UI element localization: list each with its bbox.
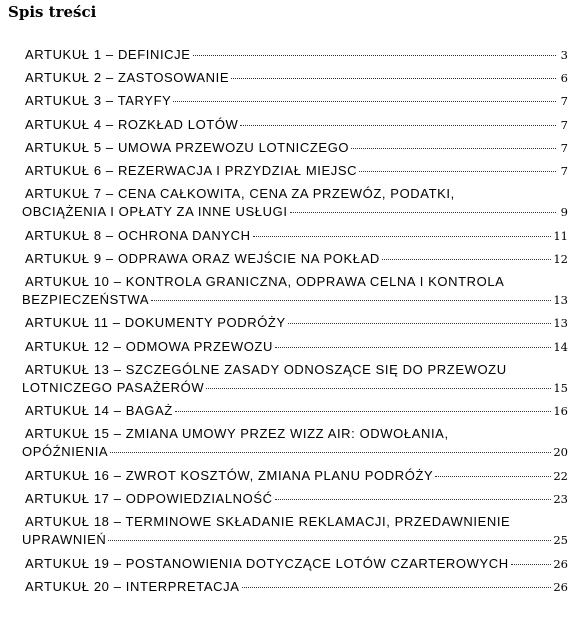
dot-leader (173, 101, 556, 102)
toc-page-number: 12 (553, 251, 568, 266)
toc-entry-text: ARTUKUŁ 4 – ROZKŁAD LOTÓW (25, 116, 239, 132)
toc-page-number: 3 (560, 48, 568, 62)
toc-page-number: 11 (553, 228, 568, 243)
dot-leader (290, 212, 556, 213)
toc-page-number: 7 (560, 94, 568, 109)
toc-page-number: 7 (560, 117, 568, 132)
toc-entry[interactable] (22, 185, 568, 221)
toc-entry[interactable] (22, 227, 568, 245)
dot-leader (240, 125, 556, 126)
toc-page-number: 7 (560, 164, 568, 178)
toc-entry[interactable] (22, 578, 568, 596)
toc-entry-text: ARTUKUŁ 11 – DOKUMENTY PODRÓŻY (25, 315, 286, 331)
dot-leader (175, 411, 552, 412)
toc-entry[interactable] (22, 46, 568, 64)
toc-entry[interactable] (22, 490, 568, 508)
toc-page-number: 23 (553, 492, 568, 506)
dot-leader (231, 78, 556, 79)
toc-page-number: 14 (553, 339, 568, 354)
toc-entry-text: ARTUKUŁ 5 – UMOWA PRZEWOZU LOTNICZEGO (25, 139, 350, 155)
toc-entry-text: ARTUKUŁ 12 – ODMOWA PRZEWOZU (25, 338, 273, 354)
dot-leader (382, 259, 552, 260)
toc-page-number: 13 (553, 316, 568, 331)
toc-entry-text: OBCIĄŻENIA I OPŁATY ZA INNE USŁUGI (22, 204, 288, 220)
toc-page-number: 26 (553, 556, 568, 571)
toc-entry-text: ARTUKUŁ 16 – ZWROT KOSZTÓW, ZMIANA PLANU PODRÓŻY (25, 467, 434, 483)
toc-page-number: 22 (553, 468, 568, 483)
toc-page-number: 6 (560, 71, 568, 86)
dot-leader (275, 499, 552, 500)
toc-entry-text: ARTUKUŁ 20 – INTERPRETACJA (25, 578, 240, 594)
toc-entry-text: OPÓŹNIENIA (22, 444, 109, 460)
toc-entry-text: UPRAWNIEŃ (22, 532, 107, 548)
toc-entry-text: BEZPIECZEŃSTWA (22, 292, 150, 307)
toc-entry[interactable] (22, 425, 568, 461)
toc-entry-text: ARTUKUŁ 7 – CENA CAŁKOWITA, CENA ZA PRZEWÓZ, PODATKI, (25, 186, 455, 202)
toc-page-number: 25 (553, 533, 568, 548)
toc-entry[interactable] (22, 139, 568, 157)
toc-entry[interactable] (22, 69, 568, 87)
toc-entry[interactable] (22, 116, 568, 134)
dot-leader (359, 171, 556, 172)
toc-entry[interactable] (22, 338, 568, 356)
toc-entry[interactable] (22, 162, 568, 180)
toc-entry-text: ARTUKUŁ 9 – ODPRAWA ORAZ WEJŚCIE NA POKŁAD (25, 250, 380, 266)
dot-leader (435, 476, 551, 477)
toc-entry-text: ARTUKUŁ 19 – POSTANOWIENIA DOTYCZĄCE LOTÓW CZARTEROWYCH (25, 555, 509, 571)
dot-leader (151, 300, 551, 301)
toc-entry-text: ARTUKUŁ 15 – ZMIANA UMOWY PRZEZ WIZZ AIR: ODWOŁANIA, (25, 426, 449, 442)
toc-entry-text: ARTUKUŁ 10 – KONTROLA GRANICZNA, ODPRAWA CELNA I KONTROLA (25, 274, 505, 289)
toc-entry-text: ARTUKUŁ 6 – REZERWACJA I PRZYDZIAŁ MIEJSC (25, 163, 358, 178)
dot-leader (351, 148, 556, 149)
toc-entry[interactable] (22, 402, 568, 420)
toc-entry[interactable] (22, 361, 568, 397)
toc-entry-text: ARTUKUŁ 8 – OCHRONA DANYCH (25, 227, 251, 243)
dot-leader (242, 587, 552, 588)
toc-entry-text: ARTUKUŁ 17 – ODPOWIEDZIALNOŚĆ (25, 491, 273, 506)
dot-leader (253, 236, 552, 237)
toc-entry[interactable] (22, 250, 568, 268)
toc-page-number: 20 (553, 445, 568, 460)
toc-entry[interactable] (22, 314, 568, 332)
toc-entry[interactable] (22, 467, 568, 485)
toc-entry[interactable] (22, 555, 568, 573)
dot-leader (288, 323, 552, 324)
toc-page-number: 7 (560, 140, 568, 155)
toc-page-number: 9 (560, 205, 568, 220)
toc-entry-text: ARTUKUŁ 18 – TERMINOWE SKŁADANIE REKLAMACJI, PRZEDAWNIENIE (25, 514, 511, 530)
toc-entry[interactable] (22, 92, 568, 110)
dot-leader (206, 388, 551, 389)
toc-page-number: 16 (553, 404, 568, 419)
dot-leader (511, 564, 552, 565)
toc-entry-text: ARTUKUŁ 1 – DEFINICJE (25, 47, 191, 62)
toc-entry-text: ARTUKUŁ 2 – ZASTOSOWANIE (25, 70, 230, 86)
toc-page-number: 26 (553, 579, 568, 594)
toc-entry-text: ARTUKUŁ 3 – TARYFY (25, 93, 172, 109)
toc-page-number: 15 (553, 380, 568, 395)
toc-title: Spis treści (8, 3, 97, 21)
toc-page-number: 13 (553, 293, 568, 307)
dot-leader (108, 540, 551, 541)
dot-leader (193, 55, 556, 56)
toc-entry-text: ARTUKUŁ 14 – BAGAŻ (25, 403, 173, 419)
toc-entry-text: LOTNICZEGO PASAŻERÓW (22, 379, 205, 395)
toc-entry[interactable] (22, 273, 568, 309)
toc-entry[interactable] (22, 513, 568, 549)
dot-leader (275, 347, 551, 348)
dot-leader (110, 452, 551, 453)
toc-entry-text: ARTUKUŁ 13 – SZCZEGÓLNE ZASADY ODNOSZĄCE SIĘ DO PRZEWOZU (25, 361, 507, 377)
